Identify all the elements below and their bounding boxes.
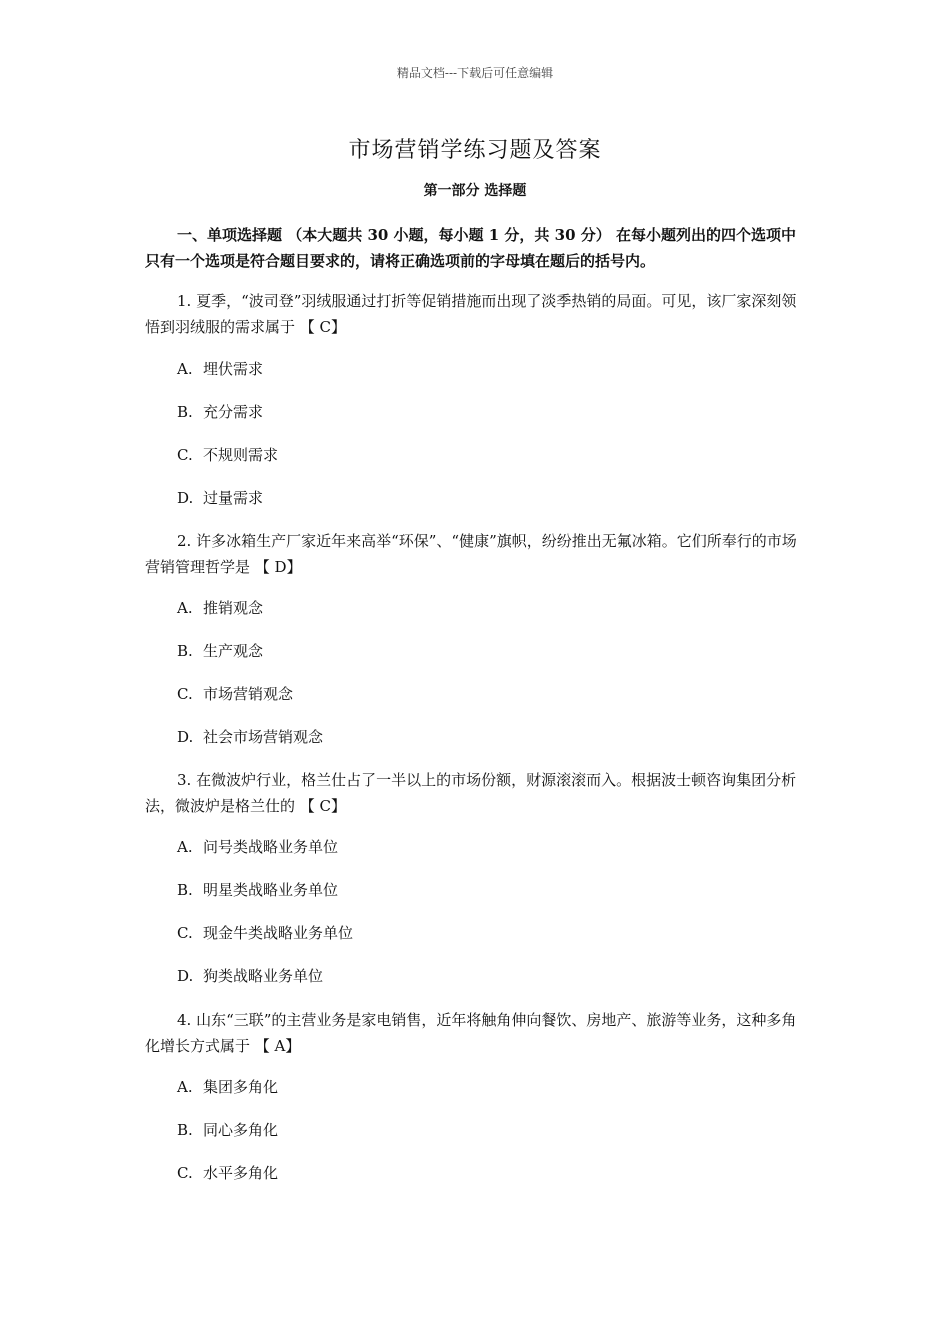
question-3-text: 3. 在微波炉行业，格兰仕占了一半以上的市场份额，财源滚滚而入。根据波士顿咨询集团分析法，微波炉是格兰仕的 【 C】 bbox=[145, 771, 797, 815]
question-1-option-b: B. 充分需求 bbox=[177, 403, 264, 421]
section-heading: 第一部分 选择题 bbox=[423, 183, 527, 199]
document-title: 市场营销学练习题及答案 bbox=[348, 138, 602, 163]
question-1-text: 1. 夏季，“波司登”羽绒服通过打折等促销措施而出现了淡季热销的局面。可见，该厂家深刻领悟到羽绒服的需求属于 【 C】 bbox=[145, 292, 797, 336]
question-2-option-c: C. 市场营销观念 bbox=[177, 685, 294, 703]
question-2-text: 2. 许多冰箱生产厂家近年来高举“环保”、“健康”旗帜，纷纷推出无氟冰箱。它们所奉行的市场营销管理哲学是 【 D】 bbox=[145, 532, 797, 576]
question-4-option-a: A. 集团多角化 bbox=[177, 1078, 279, 1096]
question-2-option-d: D. 社会市场营销观念 bbox=[177, 728, 324, 746]
question-3-option-d: D. 狗类战略业务单位 bbox=[177, 967, 324, 985]
question-3-option-c: C. 现金牛类战略业务单位 bbox=[177, 924, 354, 942]
question-2-option-a: A. 推销观念 bbox=[177, 599, 264, 617]
instructions-paragraph: 一、单项选择题 （本大题共 30 小题，每小题 1 分，共 30 分） 在每小题列出的四个选项中只有一个选项是符合题目要求的，请将正确选项前的字母填在题后的括号内。 bbox=[145, 226, 796, 270]
question-1-option-a: A. 埋伏需求 bbox=[177, 360, 264, 378]
question-4-text: 4. 山东“三联”的主营业务是家电销售，近年将触角伸向餐饮、房地产、旅游等业务，这种多角化增长方式属于 【 A】 bbox=[145, 1011, 797, 1055]
question-4-option-b: B. 同心多角化 bbox=[177, 1121, 279, 1139]
page-watermark: 精品文档---下载后可任意编辑 bbox=[396, 66, 554, 80]
question-1-option-c: C. 不规则需求 bbox=[177, 446, 279, 464]
question-4-option-c: C. 水平多角化 bbox=[177, 1164, 279, 1182]
question-3-option-b: B. 明星类战略业务单位 bbox=[177, 881, 339, 899]
question-3-option-a: A. 问号类战略业务单位 bbox=[177, 838, 339, 856]
question-2-option-b: B. 生产观念 bbox=[177, 642, 264, 660]
question-1-option-d: D. 过量需求 bbox=[177, 489, 264, 507]
